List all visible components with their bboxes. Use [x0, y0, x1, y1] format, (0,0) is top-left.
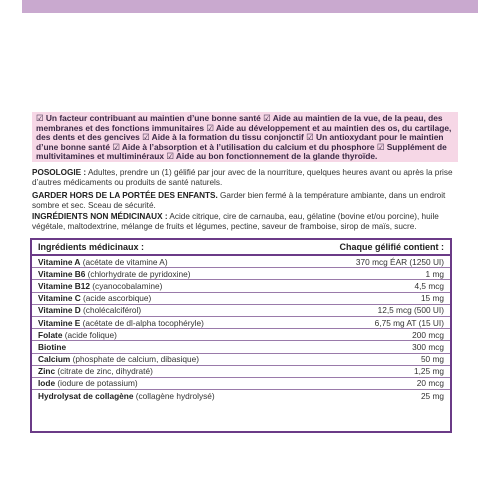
- ingredient-title: Vitamine D: [38, 305, 81, 316]
- ingredient-amount: 20 mcg: [416, 378, 444, 389]
- ingredient-title: Vitamine C: [38, 293, 81, 304]
- ingredient-name: [38, 391, 215, 401]
- ingredient-detail: (acétate de vitamine A): [82, 256, 168, 267]
- check-icon: ☑: [306, 132, 314, 142]
- table-row: [32, 341, 450, 353]
- benefit-item: Aide au bon fonctionnement de la glande thyroïde.: [175, 151, 378, 161]
- table-row: [32, 366, 450, 378]
- posologie-label: POSOLOGIE :: [32, 168, 87, 177]
- check-icon: ☑: [36, 113, 44, 123]
- benefit-item: Aide au maintien de la vue, de la peau, des membranes et des fonctions immunitaires: [36, 113, 443, 133]
- non-medicinal-section: [32, 212, 468, 232]
- table-row: [32, 280, 450, 292]
- ingredient-detail: (cyanocobalamine): [92, 280, 163, 291]
- ingredient-amount: 1 mg: [425, 268, 444, 279]
- table-row: [32, 354, 450, 366]
- ingredient-detail: (cholécalciférol): [83, 305, 142, 316]
- ingredient-amount: 300 mcg: [412, 341, 444, 352]
- ingredient-name: [38, 330, 117, 340]
- ingredient-detail: (chlorhydrate de pyridoxine): [87, 268, 191, 279]
- storage-text: Garder bien fermé à la température ambiante, dans un endroit sombre et sec. Sceau de sécurité.: [32, 191, 446, 210]
- non-medicinal-label: INGRÉDIENTS NON MÉDICINAUX :: [32, 212, 168, 221]
- ingredient-detail: (phosphate de calcium, dibasique): [72, 354, 199, 365]
- non-medicinal-text: Acide citrique, cire de carnauba, eau, gélatine (bovine et/ou porcine), huile végétale, maltodextrine, mélange de fruits et légumes, pectine, saveur de framboise, sirop de maïs, sucre.: [32, 212, 439, 231]
- ingredient-amount: 6,75 mg AT (15 UI): [374, 317, 444, 328]
- table-header: [32, 240, 450, 256]
- benefit-item: Aide au développement et au maintien des os, du cartilage, des dents et des gencives: [36, 122, 452, 142]
- ingredient-detail: (acide ascorbique): [83, 293, 152, 304]
- table-row: [32, 305, 450, 317]
- ingredients-table: [30, 238, 452, 433]
- benefit-item: Aide à l’absorption et à l’utilisation du calcium et du phosphore: [121, 141, 375, 152]
- ingredient-name: [38, 366, 153, 376]
- posologie-text: Adultes, prendre un (1) gélifié par jour avec de la nourriture, quelques heures avant ou après la prise d’autres médicaments ou produits de santé naturels.: [32, 168, 453, 187]
- ingredient-title: Zinc: [38, 366, 56, 377]
- ingredient-title: Hydrolysat de collagène: [38, 390, 134, 401]
- ingredient-title: Calcium: [38, 354, 71, 365]
- check-icon: ☑: [142, 132, 150, 142]
- ingredient-name: [38, 269, 191, 279]
- ingredient-name: [38, 293, 151, 303]
- ingredient-title: Folate: [38, 329, 63, 340]
- ingredient-amount: 200 mcg: [412, 329, 444, 340]
- ingredient-name: [38, 354, 199, 364]
- table-row: [32, 390, 450, 401]
- table-row: [32, 293, 450, 305]
- ingredient-amount: 12,5 mcg (500 UI): [377, 305, 444, 316]
- ingredient-amount: 15 mg: [420, 293, 444, 304]
- top-color-band: [22, 0, 478, 13]
- ingredient-detail: (acétate de dl-alpha tocophéryle): [82, 317, 204, 328]
- ingredient-amount: 1,25 mg: [414, 366, 444, 377]
- benefits-panel: [32, 112, 458, 162]
- ingredient-amount: 25 mg: [420, 390, 444, 401]
- benefit-item: Aide à la formation du tissu conjonctif: [151, 132, 304, 142]
- ingredient-title: Biotine: [38, 341, 67, 352]
- storage-label: GARDER HORS DE LA PORTÉE DES ENFANTS.: [32, 191, 218, 200]
- ingredient-name: [38, 378, 138, 388]
- ingredient-title: Vitamine A: [38, 256, 81, 267]
- ingredient-detail: (acide folique): [64, 329, 117, 340]
- ingredient-title: Iode: [38, 378, 56, 389]
- ingredient-detail: (collagène hydrolysé): [135, 390, 215, 401]
- header-per-softgel: Chaque gélifié contient :: [339, 242, 444, 252]
- benefit-item: Un antioxydant pour le maintien d’une bonne santé: [36, 132, 444, 152]
- storage-section: [32, 191, 468, 211]
- check-icon: ☑: [376, 141, 385, 152]
- table-body: [32, 256, 450, 401]
- ingredient-title: Vitamine E: [38, 317, 81, 328]
- ingredient-amount: 50 mg: [420, 354, 444, 365]
- ingredient-name: [38, 342, 66, 352]
- table-row: [32, 378, 450, 390]
- table-row: [32, 317, 450, 329]
- table-row: [32, 256, 450, 268]
- check-icon: ☑: [112, 141, 120, 152]
- ingredient-detail: (citrate de zinc, dihydraté): [57, 366, 153, 377]
- ingredient-detail: (iodure de potassium): [57, 378, 138, 389]
- table-row: [32, 329, 450, 341]
- benefit-item: Supplément de multivitamines et multiminéraux: [36, 141, 447, 161]
- ingredient-name: [38, 305, 141, 315]
- ingredient-title: Vitamine B12: [38, 280, 90, 291]
- posologie-section: [32, 168, 468, 188]
- check-icon: ☑: [206, 122, 214, 133]
- check-icon: ☑: [263, 113, 271, 123]
- ingredient-name: [38, 318, 204, 328]
- ingredient-title: Vitamine B6: [38, 268, 86, 279]
- benefit-item: Un facteur contribuant au maintien d’une bonne santé: [45, 113, 261, 123]
- ingredient-name: [38, 257, 168, 267]
- ingredient-amount: 370 mcg ÉAR (1250 UI): [355, 256, 444, 267]
- header-ingredients: Ingrédients médicinaux :: [38, 242, 145, 252]
- check-icon: ☑: [166, 151, 174, 161]
- ingredient-amount: 4,5 mcg: [414, 280, 444, 291]
- ingredient-name: [38, 281, 162, 291]
- table-row: [32, 268, 450, 280]
